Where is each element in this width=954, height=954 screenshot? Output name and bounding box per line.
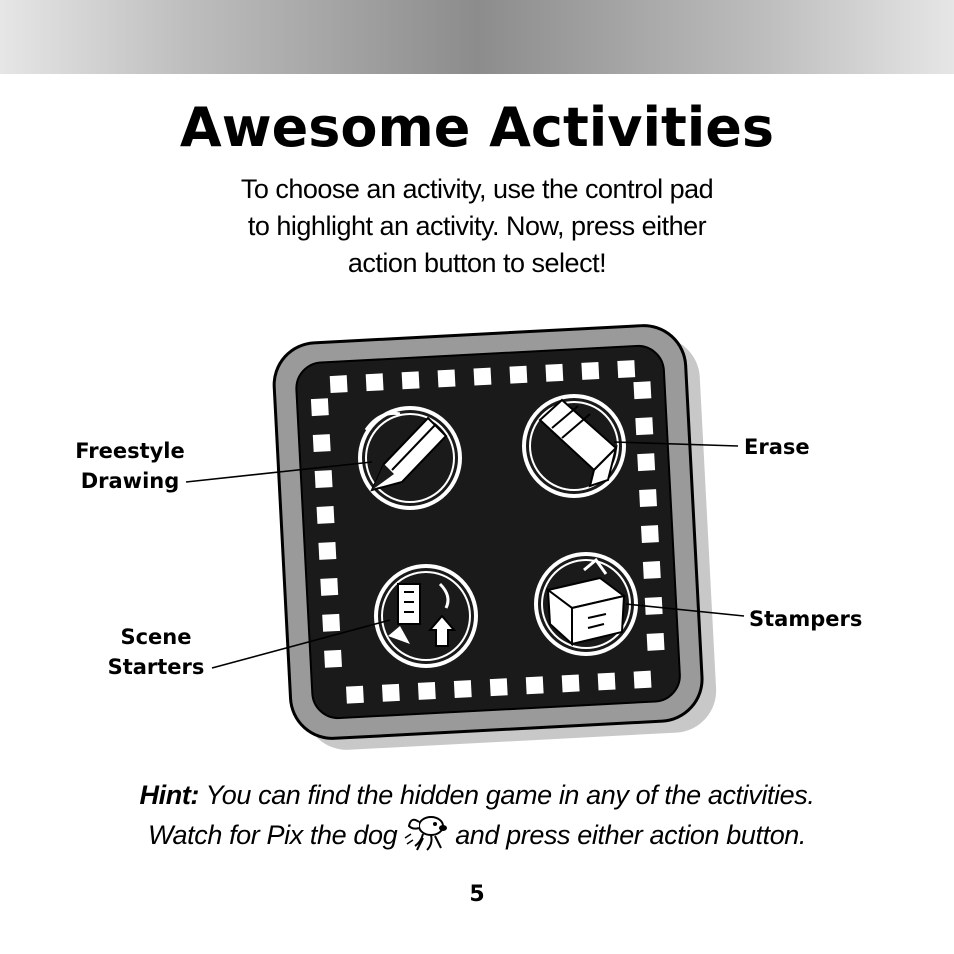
intro-line: action button to select! <box>347 248 607 278</box>
checker-square <box>617 360 635 378</box>
checker-square <box>581 362 599 380</box>
checker-square <box>418 682 436 700</box>
checker-square <box>643 561 661 579</box>
hint-text <box>60 777 894 854</box>
erase-label: Erase <box>744 435 810 459</box>
hint-label: Hint: <box>139 780 200 810</box>
hint-line-2-after: and press either action button. <box>455 820 807 850</box>
checker-square <box>320 578 338 596</box>
checker-square <box>318 542 336 560</box>
checker-square <box>509 366 527 384</box>
pencil-icon[interactable] <box>360 408 460 508</box>
hint-line-2 <box>60 814 894 854</box>
checker-square <box>634 671 652 689</box>
checker-square <box>324 650 342 668</box>
checker-square <box>366 373 384 391</box>
page-number: 5 <box>469 882 485 907</box>
device-screen <box>272 323 704 740</box>
checker-square <box>637 453 655 471</box>
checker-square <box>438 370 456 388</box>
hint-line-1 <box>60 777 894 814</box>
checker-square <box>647 633 665 651</box>
scene-starters-icon[interactable] <box>376 566 476 666</box>
checker-square <box>635 417 653 435</box>
checker-square <box>311 398 329 416</box>
scene-starters-label <box>104 622 208 682</box>
eraser-icon[interactable] <box>524 396 624 496</box>
checker-square <box>633 381 651 399</box>
stampers-label: Stampers <box>749 607 863 631</box>
checker-square <box>322 614 340 632</box>
freestyle-label-line: Drawing <box>80 469 180 493</box>
checker-square <box>490 678 508 696</box>
checker-square <box>315 470 333 488</box>
stamp-box-icon[interactable] <box>536 554 636 654</box>
freestyle-label-line: Freestyle <box>75 439 185 463</box>
scene-label-line: Starters <box>107 655 205 679</box>
checker-square <box>641 525 659 543</box>
scene-label-line: Scene <box>120 625 192 649</box>
checker-square <box>526 676 544 694</box>
checker-square <box>639 489 657 507</box>
checker-square <box>346 686 364 704</box>
checker-square <box>317 506 335 524</box>
hint-line-2-before: Watch for Pix the dog <box>147 820 398 850</box>
intro-line: to highlight an activity. Now, press either <box>247 211 707 241</box>
checker-square <box>474 368 492 386</box>
checker-square <box>402 371 420 389</box>
checker-square <box>545 364 563 382</box>
checker-square <box>454 680 472 698</box>
page-title: Awesome Activities <box>179 96 775 159</box>
intro-line: To choose an activity, use the control pad <box>240 174 714 204</box>
hint-line-1-text: You can find the hidden game in any of the activities. <box>205 780 815 810</box>
screen-display <box>295 345 681 720</box>
checker-square <box>562 674 580 692</box>
dog-icon <box>401 814 451 852</box>
checker-square <box>382 684 400 702</box>
checker-square <box>598 673 616 691</box>
checker-square <box>330 375 348 393</box>
checker-square <box>313 434 331 452</box>
freestyle-drawing-label <box>72 436 188 496</box>
